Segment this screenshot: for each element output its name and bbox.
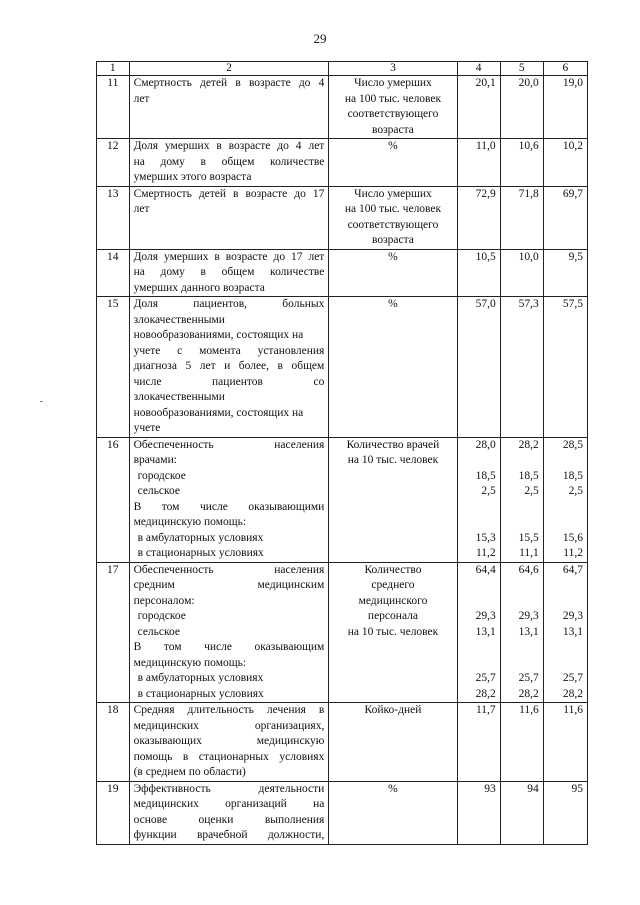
value-text: 20,1 (475, 77, 496, 89)
indicator-text-line: учете (133, 422, 161, 434)
value-text (462, 500, 496, 516)
indicator-name-cell (129, 781, 329, 844)
value-cell-6 (543, 703, 587, 782)
row-number-cell: 17 (97, 562, 130, 703)
indicator-text-line: функции врачебной должности, (133, 829, 325, 841)
unit-text-line: на 10 тыс. человек (347, 625, 439, 638)
value-text: 64,6 (518, 563, 539, 576)
unit-text-line: на 100 тыс. человек (344, 92, 442, 105)
indicator-text-line: сельское (137, 625, 181, 638)
value-text: 29,3 (475, 610, 496, 622)
indicator-text-line: диагноза 5 лет и более, в общем (133, 360, 325, 372)
value-text: 11,1 (519, 547, 539, 559)
header-cell: 6 (543, 62, 587, 76)
value-cell-4 (457, 249, 500, 297)
value-text: 93 (484, 782, 496, 795)
value-text: 11,0 (475, 140, 496, 152)
table-row (97, 437, 588, 562)
indicator-name-cell (129, 562, 329, 703)
row-number-cell: 18 (97, 703, 130, 782)
value-text: 15,6 (562, 531, 583, 544)
value-text: 28,5 (562, 438, 583, 451)
indicator-text-line: в амбулаторных условиях (137, 531, 264, 544)
indicator-name-cell (129, 186, 329, 249)
value-cell-4 (457, 76, 500, 139)
indicator-text-line: в стационарных условиях (137, 687, 264, 700)
value-text: 15,5 (518, 531, 539, 544)
unit-text-line: Число умерших (354, 77, 432, 89)
row-number-cell: 16 (97, 437, 130, 562)
table-row (97, 249, 588, 297)
value-cell-6 (543, 249, 587, 297)
value-text (505, 594, 539, 610)
unit-text-line: соответствующего (347, 108, 439, 120)
value-text: 13,1 (562, 625, 583, 638)
indicator-text-line: в стационарных условиях (137, 547, 264, 559)
unit-text-line: среднего (371, 579, 415, 591)
row-number-cell: 12 (97, 139, 130, 187)
value-text: 18,5 (475, 469, 496, 482)
value-text: 18,5 (562, 469, 583, 482)
value-text: 9,5 (568, 250, 583, 263)
value-text: 10,5 (475, 250, 496, 263)
value-cell-4 (457, 703, 500, 782)
value-text: 11,2 (475, 547, 496, 559)
indicator-text-line: новообразованиями, состоящих на (133, 406, 304, 419)
unit-text-line: соответствующего (347, 218, 439, 231)
header-cell: 4 (457, 62, 500, 76)
indicator-text-line: Смертность детей в возрасте до 4 (133, 77, 325, 89)
indicator-text-line: учете с момента установления (133, 344, 325, 357)
unit-text-line: на 10 тыс. человек (347, 454, 439, 466)
value-text: 2,5 (568, 485, 583, 497)
table-row (97, 76, 588, 139)
indicator-text-line: В том числе оказывающими (133, 500, 325, 513)
indicator-text-line: медицинскую помощь: (133, 516, 247, 528)
indicator-name-cell (129, 249, 329, 297)
indicator-text-line: В том числе оказывающим (133, 641, 325, 653)
unit-text-line: Количество врачей (346, 438, 440, 451)
value-cell-5 (500, 76, 543, 139)
indicator-text-line: в амбулаторных условиях (137, 672, 264, 684)
indicator-text-line: Эффективность деятельности (133, 782, 325, 795)
value-text (462, 594, 496, 610)
value-cell-6 (543, 781, 587, 844)
value-cell-5 (500, 703, 543, 782)
header-cell: 2 (129, 62, 329, 76)
unit-cell (329, 562, 457, 703)
value-text: 71,8 (518, 187, 539, 200)
indicator-text-line: медицинских организаций на (133, 798, 325, 810)
page-number: 29 (313, 31, 327, 46)
unit-text-line: Койко-дней (364, 704, 422, 716)
value-text (505, 515, 539, 531)
value-cell-4 (457, 297, 500, 438)
indicator-text-line: Средняя длительность лечения в (133, 704, 325, 716)
table-header-row (97, 62, 588, 76)
indicator-text-line: умерших данного возраста (133, 281, 265, 294)
value-text: 15,3 (475, 531, 496, 544)
indicator-text-line: Обеспеченность населения (133, 563, 325, 576)
unit-cell (329, 781, 457, 844)
value-text (505, 500, 539, 516)
indicator-text-line: на дому в общем количестве (133, 266, 325, 278)
indicator-text-line: числе пациентов со (133, 375, 325, 388)
row-number-cell: 13 (97, 186, 130, 249)
unit-cell (329, 139, 457, 187)
unit-text-line: персонала (367, 610, 418, 622)
value-cell-6 (543, 562, 587, 703)
unit-text-line: % (388, 298, 398, 310)
header-cell: 1 (97, 62, 130, 76)
value-text (548, 578, 583, 594)
unit-text-line: % (388, 140, 398, 152)
value-cell-5 (500, 562, 543, 703)
value-text: 28,2 (518, 438, 539, 451)
value-text: 19,0 (562, 77, 583, 89)
value-text: 64,4 (475, 563, 496, 576)
value-text: 10,0 (518, 250, 539, 263)
indicator-text-line: врачами: (133, 454, 177, 466)
value-text: 29,3 (518, 610, 539, 622)
indicator-text-line: новообразованиями, состоящих на (133, 329, 304, 341)
value-text: 25,7 (518, 672, 539, 684)
indicator-text-line: персоналом: (133, 594, 195, 607)
table-row (97, 562, 588, 703)
indicator-text-line: Обеспеченность населения (133, 438, 325, 451)
unit-cell (329, 186, 457, 249)
value-text: 28,2 (518, 687, 539, 700)
indicator-name-cell (129, 703, 329, 782)
value-text (548, 594, 583, 610)
value-text: 64,7 (562, 563, 583, 576)
value-cell-6 (543, 186, 587, 249)
value-cell-6 (543, 297, 587, 438)
indicator-text-line: средним медицинским (133, 579, 325, 591)
value-text: 13,1 (475, 625, 496, 638)
value-cell-4 (457, 186, 500, 249)
value-cell-6 (543, 437, 587, 562)
indicator-text-line: злокачественными (133, 391, 225, 403)
table-row (97, 186, 588, 249)
value-text: 25,7 (562, 672, 583, 684)
unit-text-line: % (388, 250, 398, 263)
indicator-text-line: на дому в общем количестве (133, 155, 325, 168)
indicator-text-line: умерших этого возраста (133, 171, 252, 183)
value-text: 69,7 (562, 187, 583, 200)
value-text: 72,9 (475, 187, 496, 200)
value-text: 28,0 (475, 438, 496, 451)
value-text (548, 656, 583, 672)
indicator-text-line: Доля умерших в возрасте до 17 лет (133, 250, 325, 263)
indicator-name-cell (129, 139, 329, 187)
row-number-cell: 11 (97, 76, 130, 139)
indicator-text-line: городское (137, 469, 186, 482)
unit-cell (329, 297, 457, 438)
indicator-name-cell (129, 437, 329, 562)
indicator-text-line: Доля пациентов, больных (133, 298, 325, 310)
unit-text-line: возраста (372, 234, 414, 246)
value-text: 11,7 (475, 704, 496, 716)
value-cell-4 (457, 437, 500, 562)
indicator-text-line: медицинскую помощь: (133, 656, 247, 669)
indicator-text-line: Смертность детей в возрасте до 17 (133, 187, 325, 200)
value-cell-5 (500, 781, 543, 844)
value-text (548, 500, 583, 516)
indicator-name-cell (129, 297, 329, 438)
unit-cell (329, 76, 457, 139)
value-text (462, 453, 496, 469)
value-cell-4 (457, 781, 500, 844)
indicator-text-line: злокачественными (133, 313, 225, 326)
value-text: 10,6 (518, 140, 539, 152)
value-text: 94 (527, 782, 539, 795)
value-text (505, 640, 539, 656)
value-text (462, 578, 496, 594)
value-text: 2,5 (524, 485, 539, 497)
indicator-text-line: лет (133, 92, 150, 105)
value-text (548, 453, 583, 469)
indicator-text-line: (в среднем по области) (133, 766, 246, 778)
value-text (505, 578, 539, 594)
unit-text-line: Число умерших (354, 187, 432, 200)
value-text: 11,2 (563, 547, 583, 559)
header-cell: 5 (500, 62, 543, 76)
value-cell-4 (457, 139, 500, 187)
unit-text-line: медицинского (358, 594, 428, 607)
value-cell-6 (543, 76, 587, 139)
value-text: 10,2 (562, 140, 583, 152)
unit-text-line: Количество (364, 563, 422, 576)
value-text (462, 640, 496, 656)
indicators-table (96, 61, 588, 845)
unit-cell (329, 703, 457, 782)
indicator-text-line: сельское (137, 485, 181, 497)
value-text (505, 453, 539, 469)
value-text (462, 656, 496, 672)
row-number-cell: 19 (97, 781, 130, 844)
value-text (548, 640, 583, 656)
unit-text-line: на 100 тыс. человек (344, 203, 442, 215)
indicator-text-line: городское (137, 610, 186, 622)
value-text: 95 (571, 782, 583, 795)
value-cell-5 (500, 249, 543, 297)
value-text: 28,2 (475, 687, 496, 700)
table-row (97, 781, 588, 844)
value-text (505, 656, 539, 672)
value-text: 57,3 (518, 298, 539, 310)
indicator-name-cell (129, 76, 329, 139)
value-cell-5 (500, 186, 543, 249)
value-cell-6 (543, 139, 587, 187)
indicator-text-line: лет (133, 203, 150, 215)
row-number-cell: 15 (97, 297, 130, 438)
value-text: 25,7 (475, 672, 496, 684)
value-cell-4 (457, 562, 500, 703)
value-text: 2,5 (481, 485, 496, 497)
value-text: 11,6 (519, 704, 539, 716)
unit-text-line: % (388, 782, 398, 795)
table-row (97, 703, 588, 782)
table-row (97, 297, 588, 438)
indicator-text-line: основе оценки выполнения (133, 813, 325, 826)
value-text: 20,0 (518, 77, 539, 89)
value-text: 18,5 (518, 469, 539, 482)
header-cell: 3 (329, 62, 457, 76)
value-text (548, 515, 583, 531)
value-cell-5 (500, 139, 543, 187)
value-cell-5 (500, 437, 543, 562)
row-number-cell: 14 (97, 249, 130, 297)
margin-mark (40, 401, 43, 402)
indicator-text-line: Доля умерших в возрасте до 4 лет (133, 140, 325, 152)
indicator-text-line: помощь в стационарных условиях (133, 750, 325, 763)
value-text (462, 515, 496, 531)
unit-cell (329, 437, 457, 562)
table-row (97, 139, 588, 187)
value-text: 28,2 (562, 687, 583, 700)
indicator-text-line: оказывающих медицинскую (133, 735, 325, 747)
value-cell-5 (500, 297, 543, 438)
value-text: 29,3 (562, 610, 583, 622)
unit-cell (329, 249, 457, 297)
value-text: 13,1 (518, 625, 539, 638)
value-text: 57,5 (562, 298, 583, 310)
value-text: 11,6 (563, 704, 583, 716)
value-text: 57,0 (475, 298, 496, 310)
indicator-text-line: медицинских организациях, (133, 719, 325, 732)
unit-text-line: возраста (372, 123, 414, 136)
